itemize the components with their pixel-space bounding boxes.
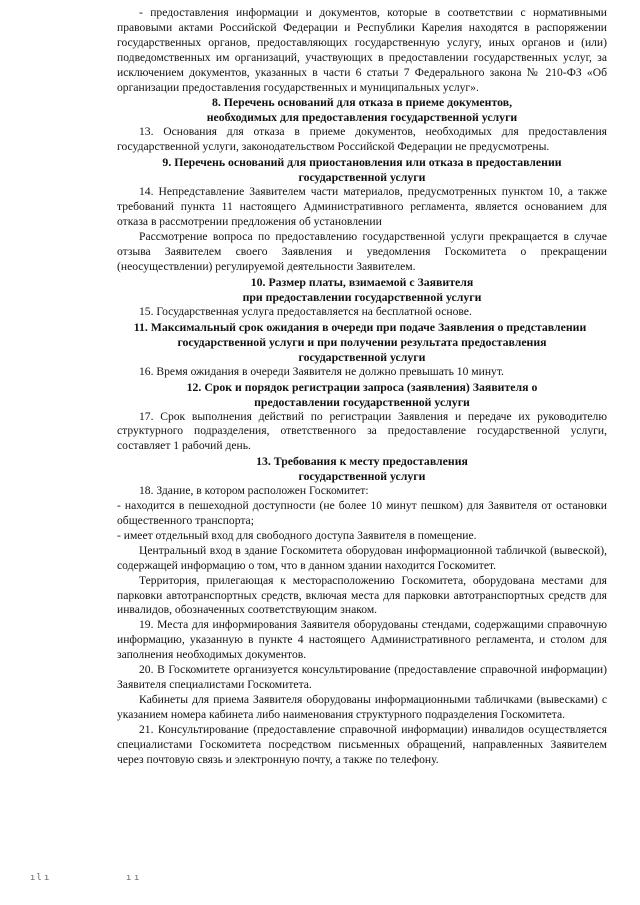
heading-8-line-1: 8. Перечень оснований для отказа в приеме документов, <box>211 95 513 110</box>
paragraph-13: 13. Основания для отказа в приеме документов, необходимых для предоставления государственной услуги, законодательством Российской Федерации не предусмотрены. <box>117 125 607 154</box>
paragraph-18-item-a: - находится в пешеходной доступности (не более 10 минут пешком) для Заявителя от остановки общественного транспорта; <box>117 499 607 528</box>
paragraph-18-parking: Территория, прилегающая к месторасположению Госкомитета, оборудована местами для парковки автотранспортных средств, включая места для парковки автотранспортных средств для инвалидов, обозначенных соответствующим знаком. <box>117 573 607 617</box>
heading-9-line-1: 9. Перечень оснований для приостановления или отказа в предоставлении <box>162 155 562 170</box>
heading-13-line-2: государственной услуги <box>298 469 426 484</box>
paragraph-18-item-b: - имеет отдельный вход для свободного доступа Заявителя в помещение. <box>117 528 477 542</box>
scan-artifact-marks: ıl ı ı ı <box>30 873 141 883</box>
paragraph-14-continued: Рассмотрение вопроса по предоставлению государственной услуги прекращается в случае отзыва Заявителем своего Заявления и уведомления Госкомитета о прекращении (неосуществлении) регулируемой деятельности Заявителем. <box>117 229 607 273</box>
paragraph-19: 19. Места для информирования Заявителя оборудованы стендами, содержащими справочную информацию, указанную в пункте 4 настоящего Административного регламента, и столом для заполнения необходимых документов. <box>117 618 607 662</box>
paragraph-16: 16. Время ожидания в очереди Заявителя не должно превышать 10 минут. <box>139 364 504 378</box>
paragraph-20: 20. В Госкомитете организуется консультирование (предоставление справочной информации) Заявителя специалистами Госкомитета. <box>117 663 607 691</box>
heading-12-line-2: предоставлении государственной услуги <box>254 394 470 409</box>
heading-11-line-1: 11. Максимальный срок ожидания в очереди при подаче Заявления о представлении <box>133 319 587 334</box>
heading-11-line-3: государственной услуги <box>298 349 426 364</box>
document-page <box>117 6 607 767</box>
heading-12-line-1: 12. Срок и порядок регистрации запроса (заявления) Заявителя о <box>186 379 538 394</box>
paragraph-21: 21. Консультирование (предоставление справочной информации) инвалидов осуществляется специалистами Госкомитета посредством письменных обращений, направленных Заявителем через почтовую связь и электронную почту, а также по телефону. <box>117 722 607 766</box>
paragraph-14: 14. Непредставление Заявителем части материалов, предусмотренных пунктом 10, а также требований пункта 11 настоящего Административного регламента, является основанием для отказа в рассмотрении предложения об установлении <box>117 185 607 229</box>
heading-8-line-2: необходимых для предоставления государственной услуги <box>206 110 518 125</box>
heading-10-line-2: при предоставлении государственной услуги <box>242 289 482 304</box>
heading-9-line-2: государственной услуги <box>298 170 426 185</box>
heading-13-line-1: 13. Требования к месту предоставления <box>256 454 468 469</box>
paragraph-18: 18. Здание, в котором расположен Госкомитет: <box>139 484 369 498</box>
heading-10-line-1: 10. Размер платы, взимаемой с Заявителя <box>250 274 474 289</box>
paragraph-18-entrance: Центральный вход в здание Госкомитета оборудован информационной табличкой (вывеской), содержащей информацию о том, что в данном здании находится Госкомитет. <box>117 543 607 572</box>
paragraph-15: 15. Государственная услуга предоставляется на бесплатной основе. <box>139 304 472 318</box>
paragraph-17: 17. Срок выполнения действий по регистрации Заявления и передаче их руководителю структурного подразделения, ответственного за предоставление государственной услуги, составляет 1 рабочий день. <box>117 409 607 453</box>
paragraph-20-continued: Кабинеты для приема Заявителя оборудованы информационными табличками (вывесками) с указанием номера кабинета либо наименования структурного подразделения Госкомитета. <box>117 692 607 721</box>
heading-11-line-2: государственной услуги и при получении результата предоставления <box>177 334 547 349</box>
paragraph-intro: - предоставления информации и документов, которые в соответствии с нормативными правовыми актами Российской Федерации и Республики Карелия находятся в распоряжении государственных органов, предоставляющих государственную услугу, иных органов и (или) подведомственных им организаций, участвующих в предоставлении государственных услуг, за исключением документов, указанных в части 6 статьи 7 Федерального закона № 210-ФЗ «Об организации предоставления государственных и муниципальных услуг». <box>117 6 607 94</box>
